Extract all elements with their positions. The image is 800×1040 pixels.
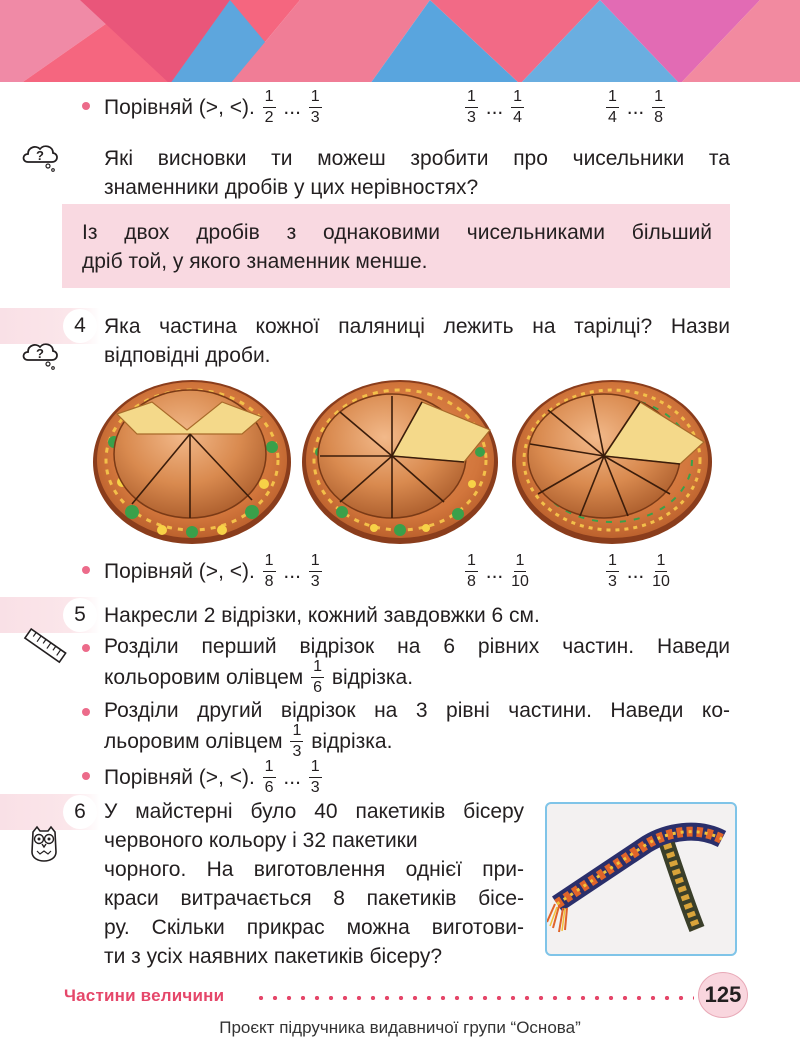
compare-item xyxy=(463,554,531,591)
task5-bullet2-line2 xyxy=(104,724,392,761)
think-cloud-icon xyxy=(20,142,60,172)
bread-plates-illustration xyxy=(92,372,732,550)
task6-line: ти з усіх наявних пакетиків бісеру? xyxy=(104,945,443,968)
bullet xyxy=(82,708,90,716)
task6-line: чорного. На виготовлення однієї при- xyxy=(104,858,524,881)
publisher-credit: Проєкт підручника видавничої групи “Основа” xyxy=(219,1018,581,1037)
think-cloud-icon xyxy=(20,340,60,370)
fraction: $\frac{1}{4}$ xyxy=(513,88,523,126)
task4-line-2: відповідні дроби. xyxy=(104,344,271,367)
compare-label: Порівняй (>, <). xyxy=(104,766,255,790)
compare-item xyxy=(463,90,526,127)
fraction: $\frac{1}{8}$ xyxy=(654,88,664,126)
fraction: $\frac{1}{8}$ xyxy=(264,552,274,590)
compare-row xyxy=(104,554,324,591)
dotted-leader xyxy=(254,996,694,1000)
ruler-icon xyxy=(22,628,68,664)
fraction: $\frac{1}{10}$ xyxy=(511,552,529,590)
compare-label: Порівняй (>, <). xyxy=(104,96,255,120)
bullet xyxy=(82,772,90,780)
svg-text:?: ? xyxy=(36,148,44,163)
task-number: 5 xyxy=(63,598,97,632)
text: льоровим олівцем xyxy=(104,730,283,754)
task-number: 4 xyxy=(63,309,97,343)
fraction: $\frac{1}{4}$ xyxy=(608,88,617,126)
beaded-necklace-photo xyxy=(545,802,737,956)
task5-line-1: Накресли 2 відрізки, кожний завдовжки 6 см. xyxy=(104,604,540,627)
compare-row xyxy=(104,760,324,797)
ellipsis: ... xyxy=(626,96,645,120)
owl-icon xyxy=(28,824,60,862)
task4-line-1: Яка частина кожної паляниці лежить на тарілці? Назви xyxy=(104,315,730,338)
task6-line: червоного кольору і 32 пакетики xyxy=(104,829,418,852)
text: відрізка. xyxy=(331,666,414,690)
svg-text:?: ? xyxy=(36,346,44,361)
compare-label: Порівняй (>, <). xyxy=(104,560,255,584)
page-number: 125 xyxy=(698,972,748,1018)
ellipsis: ... xyxy=(283,560,301,584)
bullet xyxy=(82,566,90,574)
ellipsis: ... xyxy=(626,560,645,584)
task6-line: У майстерні було 40 пакетиків бісеру xyxy=(104,800,524,823)
task6-line: краси витрачається 8 пакетиків бісе- xyxy=(104,887,524,910)
ellipsis: ... xyxy=(485,96,504,120)
fraction: $\frac{1}{3}$ xyxy=(310,758,320,796)
compare-row xyxy=(104,90,324,127)
ellipsis: ... xyxy=(485,560,504,584)
bullet xyxy=(82,644,90,652)
question-line-2: знаменники дробів у цих нерівностях? xyxy=(104,176,479,199)
fraction: $\frac{1}{3}$ xyxy=(310,88,320,126)
text: відрізка. xyxy=(311,730,393,754)
bullet xyxy=(82,102,90,110)
compare-item xyxy=(604,90,667,127)
task5-bullet2-line1: Розділи другий відрізок на 3 рівні частини. Наведи ко- xyxy=(104,699,730,722)
ellipsis: ... xyxy=(283,766,301,790)
task5-bullet1-line1: Розділи перший відрізок на 6 рівних частин. Наведи xyxy=(104,635,730,658)
rule-line-2: дріб той, у якого знаменник менше. xyxy=(82,250,428,273)
rule-line-1: Із двох дробів з однаковими чисельниками більший xyxy=(82,221,712,244)
bread-plate-2 xyxy=(302,380,498,544)
task6-text xyxy=(104,797,524,971)
fraction: $\frac{1}{8}$ xyxy=(467,552,476,590)
compare-item xyxy=(604,554,672,591)
fraction: $\frac{1}{3}$ xyxy=(310,552,320,590)
fraction: $\frac{1}{10}$ xyxy=(652,552,670,590)
question-line-1: Які висновки ти можеш зробити про чисельники та xyxy=(104,147,730,170)
task5-bullet1-line2 xyxy=(104,660,413,697)
section-title: Частини величини xyxy=(64,986,225,1005)
bread-plate-1 xyxy=(93,380,291,544)
bread-plate-3 xyxy=(512,380,712,544)
fraction: $\frac{1}{6}$ xyxy=(264,758,274,796)
fraction: $\frac{1}{6}$ xyxy=(313,658,322,696)
fraction: $\frac{1}{3}$ xyxy=(292,722,302,760)
task-number: 6 xyxy=(63,795,97,829)
text: кольоровим олівцем xyxy=(104,666,304,690)
task6-line: ру. Скільки прикрас можна виготови- xyxy=(104,916,524,939)
decorative-top-banner xyxy=(0,0,800,84)
ellipsis: ... xyxy=(283,96,301,120)
fraction: $\frac{1}{2}$ xyxy=(264,88,274,126)
fraction: $\frac{1}{3}$ xyxy=(608,552,617,590)
fraction: $\frac{1}{3}$ xyxy=(467,88,476,126)
